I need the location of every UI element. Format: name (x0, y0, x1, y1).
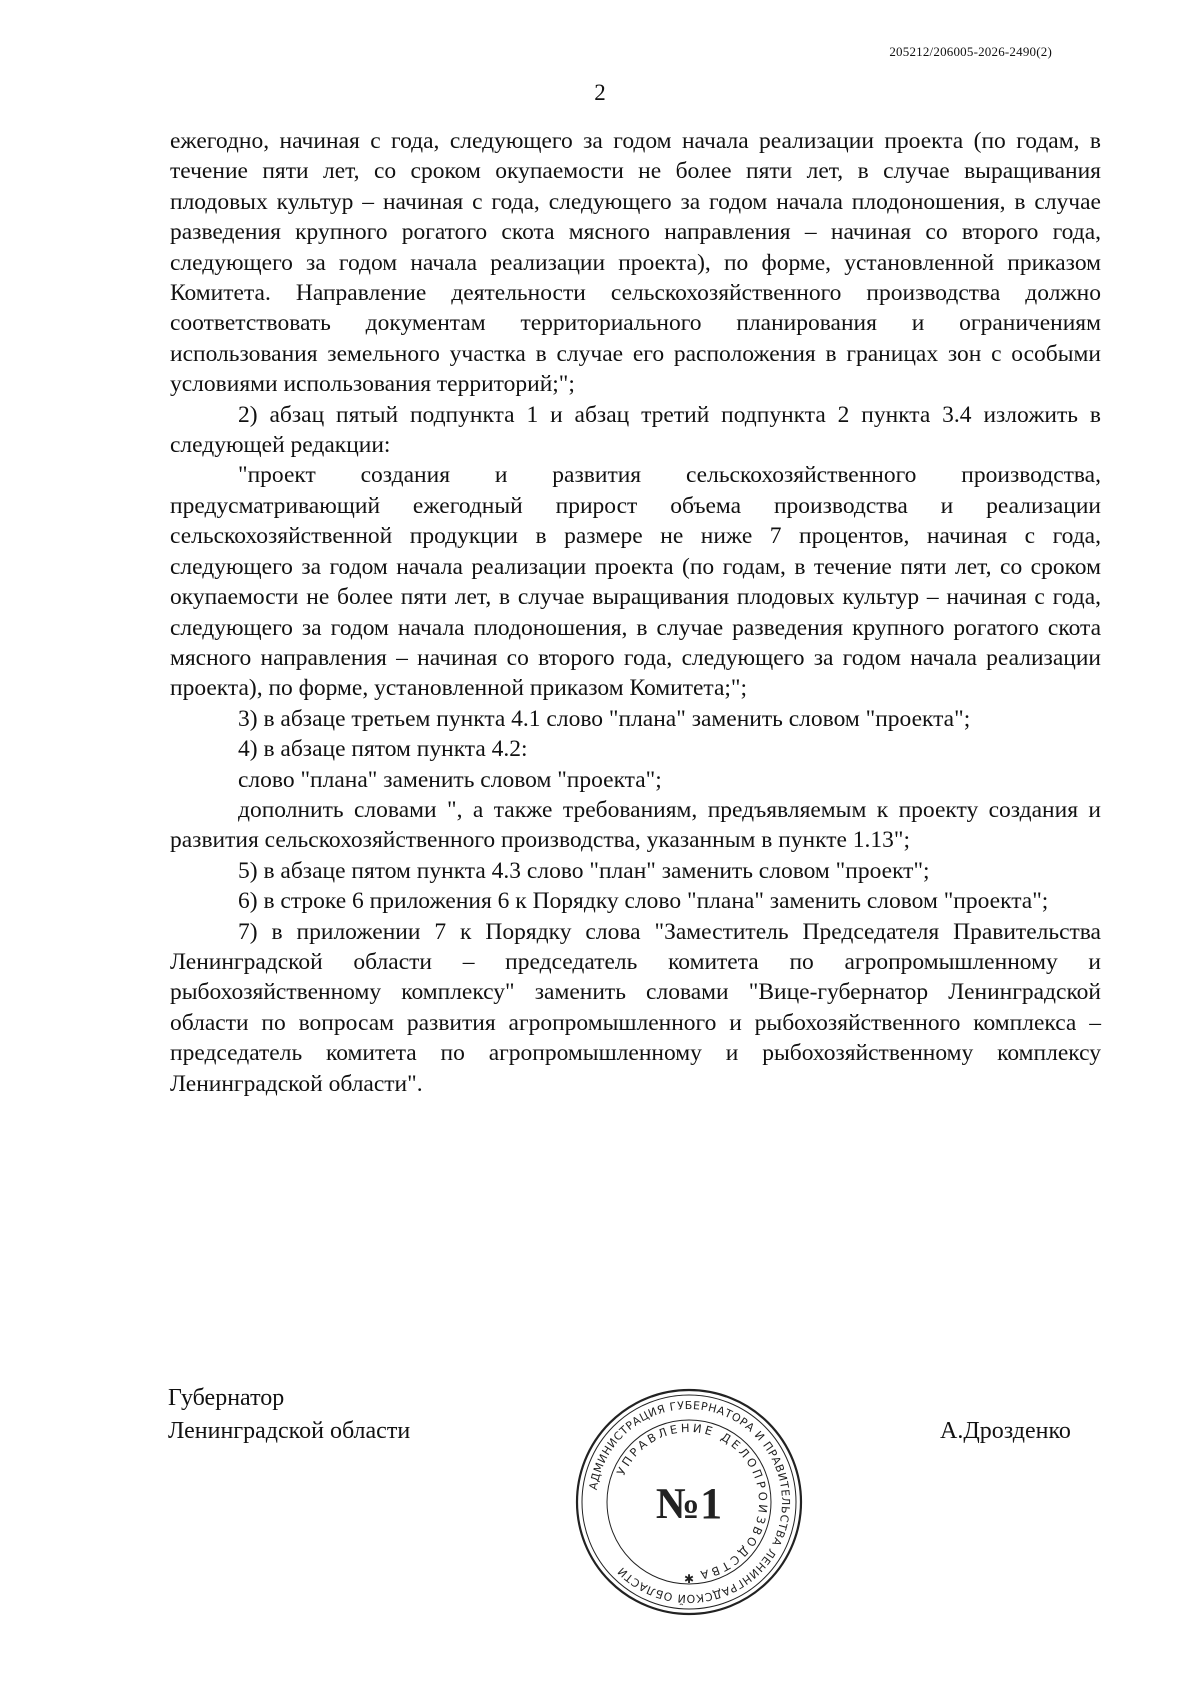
paragraph-quoted-edition: "проект создания и развития сельскохозяйственного производства, предусматривающий ежегодный прирост объема производства и реализации сельскохозяйственной продукции в размере не ниже 7 процентов, начиная с года, следующего за годом начала реализации проекта (по годам, в течение пяти лет, со сроком окупаемости не более пяти лет, в случае выращивания плодовых культур – начиная с года, следующего за годом начала плодоношения, в случае разведения крупного рогатого скота мясного направления – начиная со второго года, следующего за годом начала реализации проекта), по форме, установленной приказом Комитета;"; (170, 462, 1101, 702)
paragraph-item-5: 5) в абзаце пятом пункта 4.3 слово "план" заменить словом "проект"; (238, 857, 930, 884)
paragraph-item-3: 3) в абзаце третьем пункта 4.1 слово "плана" заменить словом "проекта"; (238, 705, 971, 732)
paragraph-item-4-sub-2: дополнить словами ", а также требованиям, предъявляемым к проекту создания и развития сельскохозяйственного производства, указанным в пункте 1.13"; (170, 796, 1101, 854)
paragraph-item-2: 2) абзац пятый подпункта 1 и абзац третий подпункта 2 пункта 3.4 изложить в следующей редакции: (170, 401, 1101, 459)
page-number: 2 (594, 80, 606, 105)
signatory-position (168, 1382, 410, 1448)
signatory-name: А.Дрозденко (940, 1418, 1071, 1444)
seal-center-number: №1 (655, 1479, 723, 1528)
seal-inner-text: УПРАВЛЕНИЕ ДЕЛОПРОИЗВОДСТВА (613, 1420, 771, 1583)
official-seal (574, 1387, 804, 1617)
document-registration-number: 205212/206005-2026-2490(2) (889, 44, 1052, 59)
paragraph-continuation: ежегодно, начиная с года, следующего за годом начала реализации проекта (по годам, в течение пяти лет, со сроком окупаемости не более пяти лет, в случае выращивания плодовых культур – начиная с года, следующего за годом начала плодоношения, в случае разведения крупного рогатого скота мясного направления – начиная со второго года, следующего за годом начала реализации проекта), по форме, установленной приказом Комитета. Направление деятельности сельскохозяйственного производства должно соответствовать документам территориального планирования и ограничениям использования земельного участка в случае его расположения в границах зон с особыми условиями использования территорий;"; (170, 128, 1101, 398)
paragraph-item-6: 6) в строке 6 приложения 6 к Порядку слово "плана" заменить словом "проекта"; (238, 888, 1049, 915)
paragraph-item-4: 4) в абзаце пятом пункта 4.2: (238, 736, 528, 763)
document-body (170, 126, 1101, 1099)
seal-outer-text: АДМИНИСТРАЦИЯ ГУБЕРНАТОРА И ПРАВИТЕЛЬСТВА ЛЕНИНГРАДСКОЙ ОБЛАСТИ (586, 1398, 793, 1606)
signatory-region: Ленинградской области (168, 1418, 411, 1444)
seal-star-icon: ✱ (683, 1572, 695, 1586)
paragraph-item-7: 7) в приложении 7 к Порядку слова "Заместитель Председателя Правительства Ленинградской области – председатель комитета по агропромышленному и рыбохозяйственному комплексу" заменить словами "Вице-губернатор Ленинградской области по вопросам развития агропромышленного и рыбохозяйственного комплекса – председатель комитета по агропромышленному и рыбохозяйственному комплексу Ленинградской области". (170, 918, 1101, 1097)
paragraph-item-4-sub-1: слово "плана" заменить словом "проекта"; (238, 766, 662, 793)
signatory-title: Губернатор (168, 1385, 285, 1411)
